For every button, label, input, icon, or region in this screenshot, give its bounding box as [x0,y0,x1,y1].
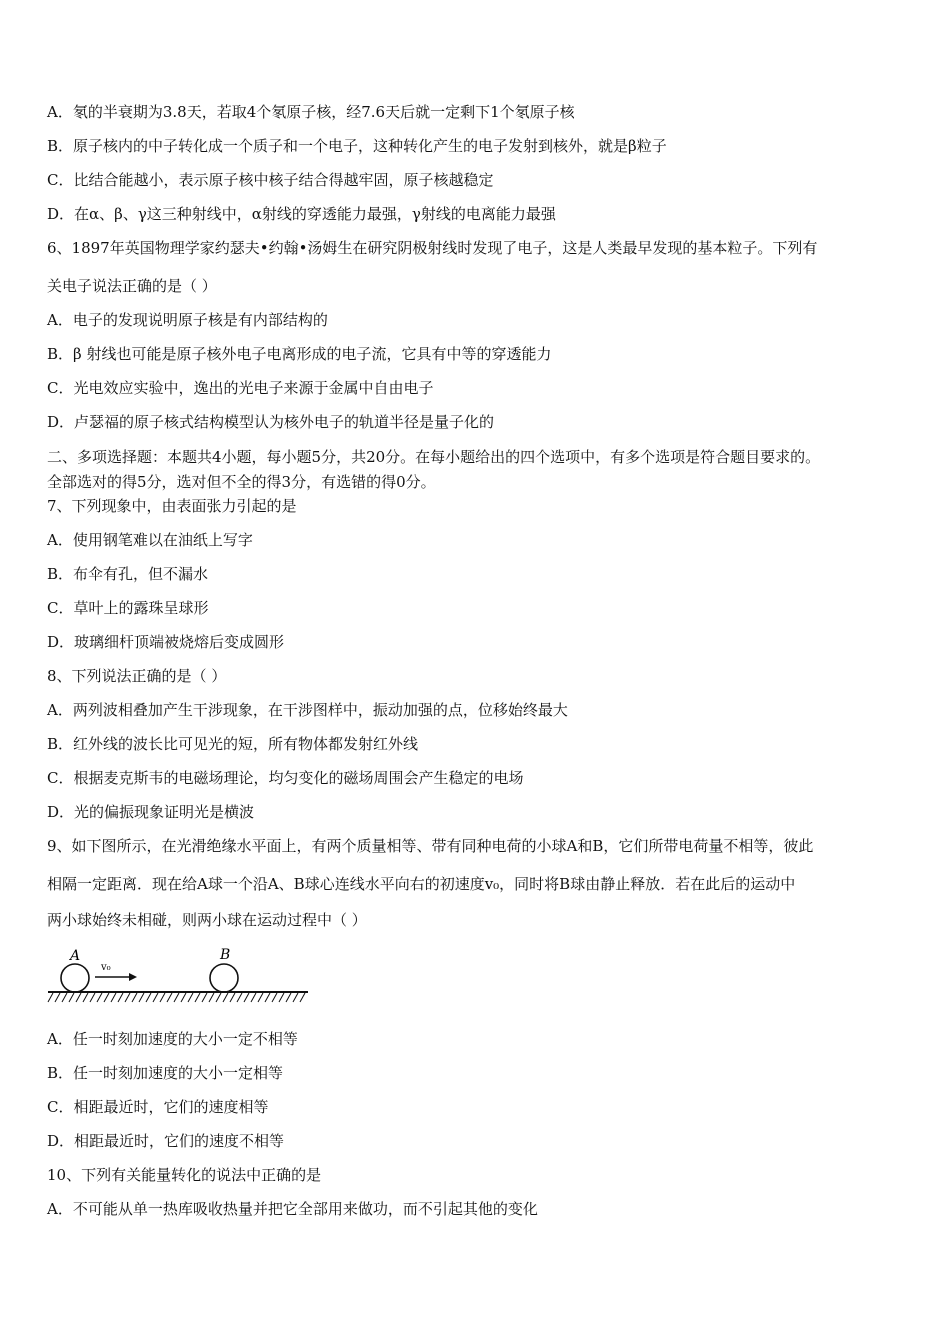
q6-option-d: D．卢瑟福的原子核式结构模型认为核外电子的轨道半径是量子化的 [47,413,495,431]
q7-option-d: D．玻璃细杆顶端被烧熔后变成圆形 [47,633,285,651]
q9-option-b: B．任一时刻加速度的大小一定相等 [47,1064,284,1082]
q10-stem: 10、下列有关能量转化的说法中正确的是 [47,1166,322,1184]
ball-b-label: B [220,947,231,963]
q9-figure-two-balls [45,944,315,1010]
q6-option-c: C．光电效应实验中，逸出的光电子来源于金属中自由电子 [47,379,434,397]
q6-option-a: A．电子的发现说明原子核是有内部结构的 [47,311,328,329]
q7-option-a: A．使用钢笔难以在油纸上写字 [47,531,253,549]
q9-option-a: A．任一时刻加速度的大小一定不相等 [47,1030,298,1048]
section2-heading-line1: 二、多项选择题：本题共4小题，每小题5分，共20分。在每小题给出的四个选项中，有多个选项是符合题目要求的。 [47,448,821,466]
q7-stem: 7、下列现象中，由表面张力引起的是 [47,497,297,515]
q6-stem-line2: 关电子说法正确的是（ ） [47,277,217,295]
q5-option-c: C．比结合能越小，表示原子核中核子结合得越牢固，原子核越稳定 [47,171,494,189]
q8-option-b: B．红外线的波长比可见光的短，所有物体都发射红外线 [47,735,419,753]
q7-option-c: C．草叶上的露珠呈球形 [47,599,209,617]
q8-option-d: D．光的偏振现象证明光是横波 [47,803,255,821]
q5-option-d: D．在α、β、γ这三种射线中，α射线的穿透能力最强，γ射线的电离能力最强 [47,205,556,223]
q9-stem-line1: 9、如下图所示，在光滑绝缘水平面上，有两个质量相等、带有同种电荷的小球A和B，它们所带电荷量不相等，彼此 [47,837,814,855]
section2-heading-line2: 全部选对的得5分，选对但不全的得3分，有选错的得0分。 [47,473,436,491]
ball-a-label: A [70,948,81,964]
q5-option-a: A．氡的半衰期为3.8天，若取4个氡原子核，经7.6天后就一定剩下1个氡原子核 [47,103,575,121]
velocity-arrow-icon [95,973,137,981]
q8-stem: 8、下列说法正确的是（ ） [47,667,227,685]
q9-option-d: D．相距最近时，它们的速度不相等 [47,1132,285,1150]
q8-option-c: C．根据麦克斯韦的电磁场理论，均匀变化的磁场周围会产生稳定的电场 [47,769,524,787]
q9-option-c: C．相距最近时，它们的速度相等 [47,1098,269,1116]
q8-option-a: A．两列波相叠加产生干涉现象，在干涉图样中，振动加强的点，位移始终最大 [47,701,568,719]
ball-b [210,964,238,992]
q7-option-b: B．布伞有孔，但不漏水 [47,565,209,583]
q10-option-a: A．不可能从单一热库吸收热量并把它全部用来做功，而不引起其他的变化 [47,1200,538,1218]
q5-option-b: B．原子核内的中子转化成一个质子和一个电子，这种转化产生的电子发射到核外，就是β粒子 [47,137,667,155]
q6-option-b: B．β 射线也可能是原子核外电子电离形成的电子流，它具有中等的穿透能力 [47,345,552,363]
q9-stem-line2: 相隔一定距离．现在给A球一个沿A、B球心连线水平向右的初速度v₀，同时将B球由静止释放．若在此后的运动中 [47,875,796,893]
q6-stem-line1: 6、1897年英国物理学家约瑟夫•约翰•汤姆生在研究阴极射线时发现了电子，这是人类最早发现的基本粒子。下列有 [47,239,818,257]
ball-a [61,964,89,992]
ground-hatching [48,993,305,1002]
q9-stem-line3: 两小球始终未相碰，则两小球在运动过程中（ ） [47,911,367,929]
velocity-label: v₀ [101,962,111,973]
